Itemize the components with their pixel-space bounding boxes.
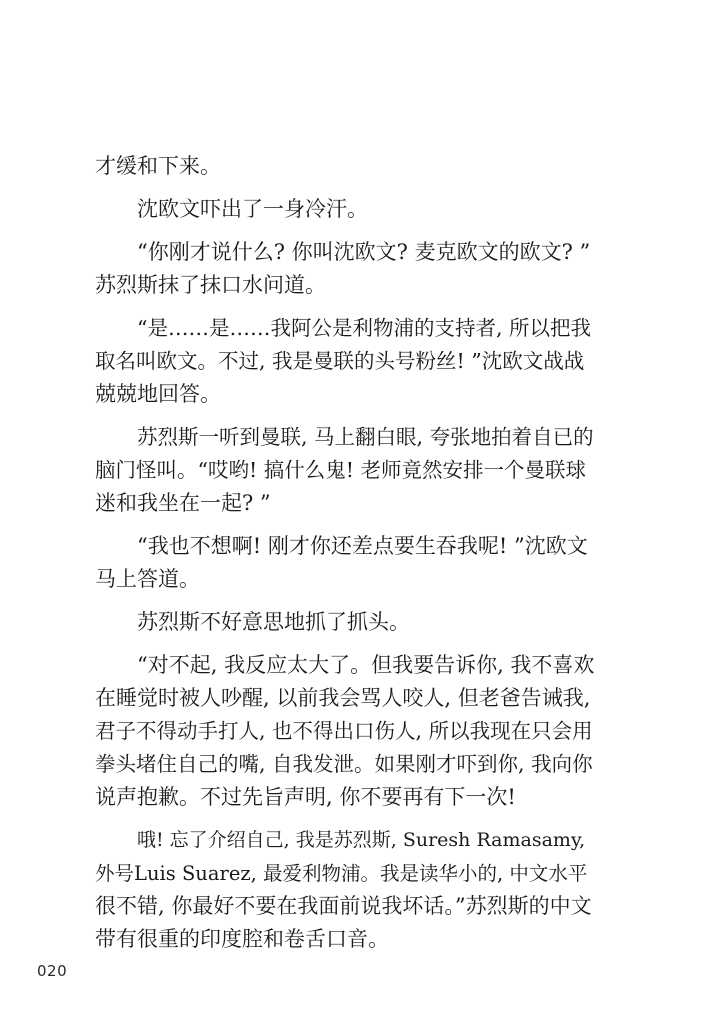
text-line: 马上答道。 <box>95 567 200 591</box>
text-line: 很不错, 你最好不要在我面前说我坏话。”苏烈斯的中文 <box>95 894 592 918</box>
text-line: 拳头堵住自己的嘴, 自我发泄。如果刚才吓到你, 我向你 <box>95 752 593 776</box>
text-line: “你刚才说什么? 你叫沈欧文? 麦克欧文的欧文? ” <box>137 240 591 264</box>
text-line: 在睡觉时被人吵醒, 以前我会骂人咬人, 但老爸告诫我, <box>95 686 591 710</box>
text-line: 带有很重的印度腔和卷舌口音。 <box>95 927 389 951</box>
text-line: 苏烈斯不好意思地抓了抓头。 <box>137 610 410 634</box>
text-line: 君子不得动手打人, 也不得出口伤人, 所以我现在只会用 <box>95 719 593 743</box>
text-line: 迷和我坐在一起? ” <box>95 491 271 515</box>
paragraph <box>95 421 595 520</box>
text-line: 兢兢地回答。 <box>95 382 221 406</box>
text-line: 脑门怪叫。“哎哟! 搞什么鬼! 老师竟然安排一个曼联球 <box>95 458 586 482</box>
text-line: 沈欧文吓出了一身冷汗。 <box>137 197 368 221</box>
text-line: “我也不想啊! 刚才你还差点要生吞我呢! ”沈欧文 <box>137 534 588 558</box>
text-line: 哦! 忘了介绍自己, 我是苏烈斯, Suresh Ramasamy, <box>137 829 586 851</box>
paragraph <box>95 606 595 639</box>
text-line: 才缓和下来。 <box>95 154 221 178</box>
paragraph <box>95 530 595 596</box>
page-number: 020 <box>37 962 68 980</box>
paragraph <box>95 312 595 411</box>
body-text <box>95 150 595 966</box>
paragraph <box>95 236 595 302</box>
paragraph <box>95 824 595 956</box>
paragraph <box>95 193 595 226</box>
paragraph <box>95 649 595 814</box>
paragraph <box>95 150 595 183</box>
text-line: 说声抱歉。不过先旨声明, 你不要再有下一次! <box>95 785 516 809</box>
text-line: 外号Luis Suarez, 最爱利物浦。我是读华小的, 中文水平 <box>95 862 588 885</box>
text-line: “是……是……我阿公是利物浦的支持者, 所以把我 <box>137 316 592 340</box>
text-line: “对不起, 我反应太大了。但我要告诉你, 我不喜欢 <box>137 653 595 677</box>
text-line: 苏烈斯抹了抹口水问道。 <box>95 273 326 297</box>
text-line: 苏烈斯一听到曼联, 马上翻白眼, 夸张地拍着自已的 <box>137 425 594 449</box>
text-line: 取名叫欧文。不过, 我是曼联的头号粉丝! ”沈欧文战战 <box>95 349 585 373</box>
